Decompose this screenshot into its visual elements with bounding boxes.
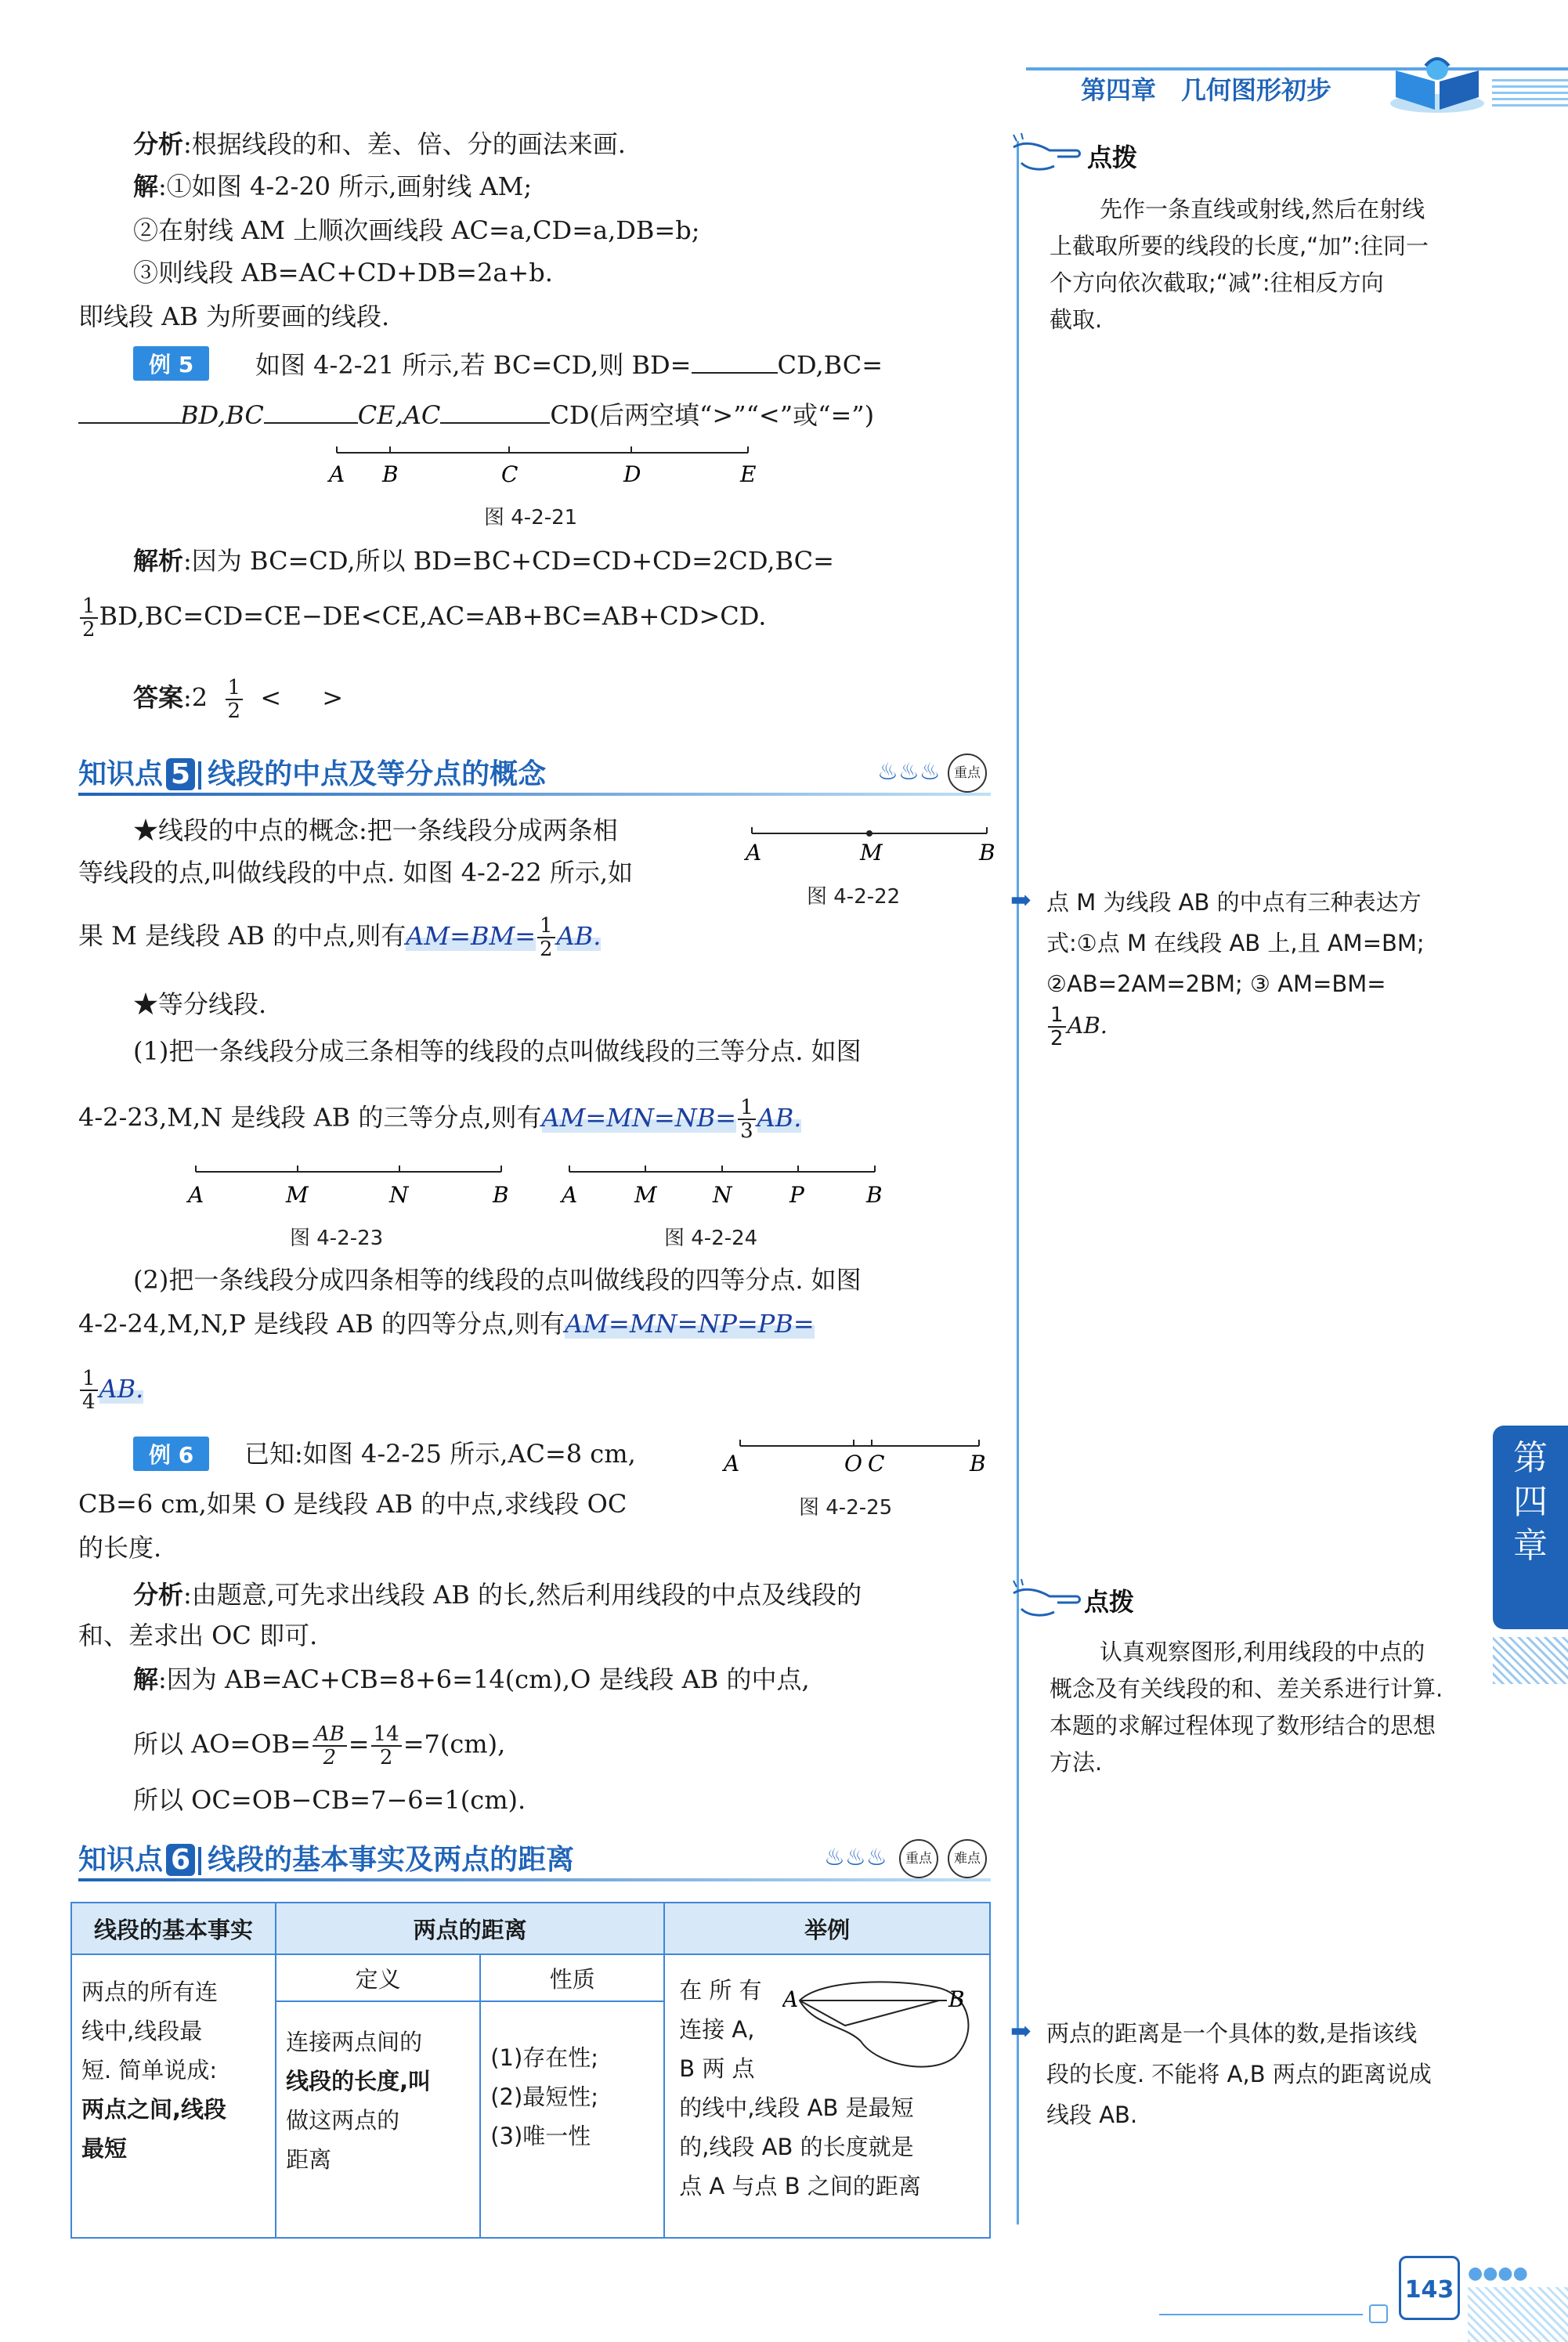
figure-4-2-23: [184, 1159, 529, 1214]
example6-line1: 已知:如图 4-2-25 所示,AC=8 cm,: [244, 1439, 636, 1469]
point-label: M: [634, 1182, 657, 1208]
point-label: C: [868, 1451, 885, 1476]
kp5-p1-b: 4-2-23,M,N 是线段 AB 的三等分点,则有AM=MN=NB= $\frac{1}{3}$ AB.: [78, 1096, 802, 1143]
kp6-heading: 知识点 6 线段的基本事实及两点的距离: [78, 1844, 575, 1876]
point-label: E: [740, 461, 757, 487]
arrow-icon: ➡: [1010, 885, 1031, 915]
flame-icon: ♨♨♨: [877, 758, 941, 786]
solution-step2: ②在射线 AM 上顺次画线段 AC=a,CD=a,DB=b;: [133, 215, 700, 245]
example5-answer: 答案:2 $\frac{1}{2}$ < >: [133, 676, 352, 723]
example6-sol1: 解:因为 AB=AC+CB=8+6=14(cm),O 是线段 AB 的中点,: [133, 1664, 810, 1694]
footer-stripes: [1468, 2287, 1568, 2342]
figure-caption: 图 4-2-25: [799, 1496, 893, 1520]
example6-analysis-b: 和、差求出 OC 即可.: [78, 1621, 318, 1650]
table-header: 两点的距离: [276, 1903, 664, 1954]
kp5-p2-a: (2)把一条线段分成四条相等的线段的点叫做线段的四等分点. 如图: [133, 1265, 862, 1295]
tip2-text: 认真观察图形,利用线段的中点的 概念及有关线段的和、差关系进行计算. 本题的求解过程体现了数形结合的思想 方法.: [1050, 1639, 1443, 1776]
table-cell-fact: 两点的所有连 线中,线段最 短. 简单说成: 两点之间,线段 最短: [71, 1954, 276, 2238]
kp5-star1-a: ★线段的中点的概念:把一条线段分成两条相: [133, 815, 618, 845]
note2-text: 两点的距离是一个具体的数,是指该线 段的长度. 不能将 A,B 两点的距离说成 线段 AB.: [1046, 2020, 1432, 2128]
flame-icon: ♨♨♨: [824, 1844, 887, 1871]
footer-dots: ●●●●: [1468, 2264, 1528, 2283]
difficult-point-badge: 难点: [948, 1839, 987, 1878]
footer-square-icon: [1369, 2304, 1388, 2323]
kp5-p2-c: $\frac{1}{4}$ AB.: [78, 1368, 143, 1413]
point-label: B: [948, 1986, 965, 2012]
figure-4-2-25: [721, 1435, 995, 1482]
kp5-p2-b: 4-2-24,M,N,P 是线段 AB 的四等分点,则有AM=MN=NP=PB=: [78, 1309, 815, 1339]
kp5-p1-a: (1)把一条线段分成三条相等的线段的点叫做线段的三等分点. 如图: [133, 1036, 862, 1066]
point-label: C: [501, 461, 518, 487]
tip1-title: 点拨: [1087, 143, 1138, 172]
table-cell-example: 在 所 有 连接 A, B 两 点 的线中,线段 AB 是最短 的,线段 AB 的长度就是 点 A 与点 B 之间的距离 A B: [664, 1954, 990, 2238]
kp5-star1-c: 果 M 是线段 AB 的中点,则有AM=BM= $\frac{1}{2}$ AB.: [78, 914, 602, 961]
table-subheader: 定义: [276, 1954, 480, 2001]
example6-sol2: 所以 AO=OB= $\frac{AB}{2}$ = $\frac{14}{2}$ =7(cm),: [133, 1722, 506, 1769]
point-label: A: [188, 1182, 204, 1208]
table-subheader: 性质: [480, 1954, 664, 2001]
point-label: N: [389, 1182, 409, 1208]
key-point-badge: 重点: [899, 1839, 938, 1878]
figure-caption: 图 4-2-24: [664, 1227, 758, 1250]
point-label: M: [286, 1182, 309, 1208]
book-icon: [1386, 47, 1488, 117]
table-cell-definition: 连接两点间的 线段的长度,叫 做这两点的 距离: [276, 2001, 480, 2238]
point-label: B: [866, 1182, 883, 1208]
chapter-tab[interactable]: 第 四 章: [1493, 1426, 1568, 1629]
arrow-icon: ➡: [1010, 2016, 1031, 2046]
point-label: P: [789, 1182, 804, 1208]
two-points-figure: [782, 1979, 974, 2080]
key-point-badge: 重点: [948, 754, 987, 793]
example6-line2: CB=6 cm,如果 O 是线段 AB 的中点,求线段 OC: [78, 1489, 627, 1519]
page-number: 143: [1399, 2256, 1460, 2320]
solution-step3: ③则线段 AB=AC+CD+DB=2a+b.: [133, 258, 553, 287]
kp6-underline: [78, 1878, 991, 1881]
example5-analysis: 解析:因为 BC=CD,所以 BD=BC+CD=CD+CD=2CD,BC=: [133, 546, 834, 576]
column-divider: [1017, 141, 1019, 2225]
figure-4-2-24: [558, 1159, 902, 1214]
solution-step1: 解:①如图 4-2-20 所示,画射线 AM;: [133, 172, 533, 201]
example6-badge: 例 6: [133, 1437, 209, 1471]
point-label: O: [844, 1451, 862, 1476]
tip1-text: 先作一条直线或射线,然后在射线 上截取所要的线段的长度,“加”:往同一 个方向依次截取;“减”:往相反方向 截取.: [1050, 196, 1429, 333]
point-label: A: [329, 461, 345, 487]
example5-line2: BD,BC CE,AC CD(后两空填“>”“<”或“=”): [78, 399, 874, 431]
example5-line1: 如图 4-2-21 所示,若 BC=CD,则 BD= CD,BC=: [255, 350, 883, 380]
kp5-star1-b: 等线段的点,叫做线段的中点. 如图 4-2-22 所示,如: [78, 858, 634, 887]
table-header: 线段的基本事实: [71, 1903, 276, 1954]
pointing-hand-icon: [1010, 132, 1081, 179]
figure-4-2-22: [744, 822, 1003, 869]
point-label: N: [713, 1182, 732, 1208]
table-header: 举例: [664, 1903, 990, 1954]
solution-conclusion: 即线段 AB 为所要画的线段.: [78, 302, 390, 331]
example5-badge: 例 5: [133, 346, 209, 381]
point-label: A: [562, 1182, 578, 1208]
kp5-underline: [78, 793, 991, 796]
figure-caption: 图 4-2-23: [290, 1227, 384, 1250]
point-label: B: [382, 461, 399, 487]
example6-analysis-a: 分析:由题意,可先求出线段 AB 的长,然后利用线段的中点及线段的: [133, 1580, 862, 1610]
header-stripes: [1492, 75, 1568, 107]
point-label: M: [860, 840, 883, 866]
point-label: B: [970, 1451, 986, 1476]
analysis-line: 分析:根据线段的和、差、倍、分的画法来画.: [133, 129, 626, 159]
footer-line: [1159, 2314, 1363, 2315]
example6-sol3: 所以 OC=OB−CB=7−6=1(cm).: [133, 1785, 526, 1815]
kp5-heading: 知识点 5 线段的中点及等分点的概念: [78, 758, 547, 790]
chapter-header-title: 第四章 几何图形初步: [1081, 75, 1332, 105]
point-label: A: [746, 840, 762, 866]
example6-line3: 的长度.: [78, 1533, 162, 1563]
chapter-tab-stripes: [1493, 1637, 1568, 1684]
figure-4-2-21: [321, 439, 768, 493]
pointing-hand-icon: [1010, 1578, 1081, 1625]
example5-analysis-cont: $\frac{1}{2}$ BD,BC=CD=CE−DE<CE,AC=AB+BC=AB+CD>CD.: [78, 595, 766, 641]
point-label: B: [979, 840, 995, 866]
note1-text: 点 M 为线段 AB 的中点有三种表达方 式:①点 M 在线段 AB 上,且 AM=BM; ②AB=2AM=2BM; ③ AM=BM= $\frac{1}{2}$ AB.: [1046, 889, 1425, 1050]
table-cell-property: (1)存在性; (2)最短性; (3)唯一性: [480, 2001, 664, 2238]
figure-caption: 图 4-2-21: [484, 506, 578, 529]
point-label: B: [493, 1182, 509, 1208]
point-label: D: [623, 461, 641, 487]
kp5-star2: ★等分线段.: [133, 989, 267, 1019]
point-label: A: [782, 1986, 799, 2012]
knowledge-table: [70, 1902, 991, 2239]
point-label: A: [724, 1451, 740, 1476]
tip2-title: 点拨: [1084, 1587, 1135, 1617]
figure-caption: 图 4-2-22: [807, 885, 901, 909]
